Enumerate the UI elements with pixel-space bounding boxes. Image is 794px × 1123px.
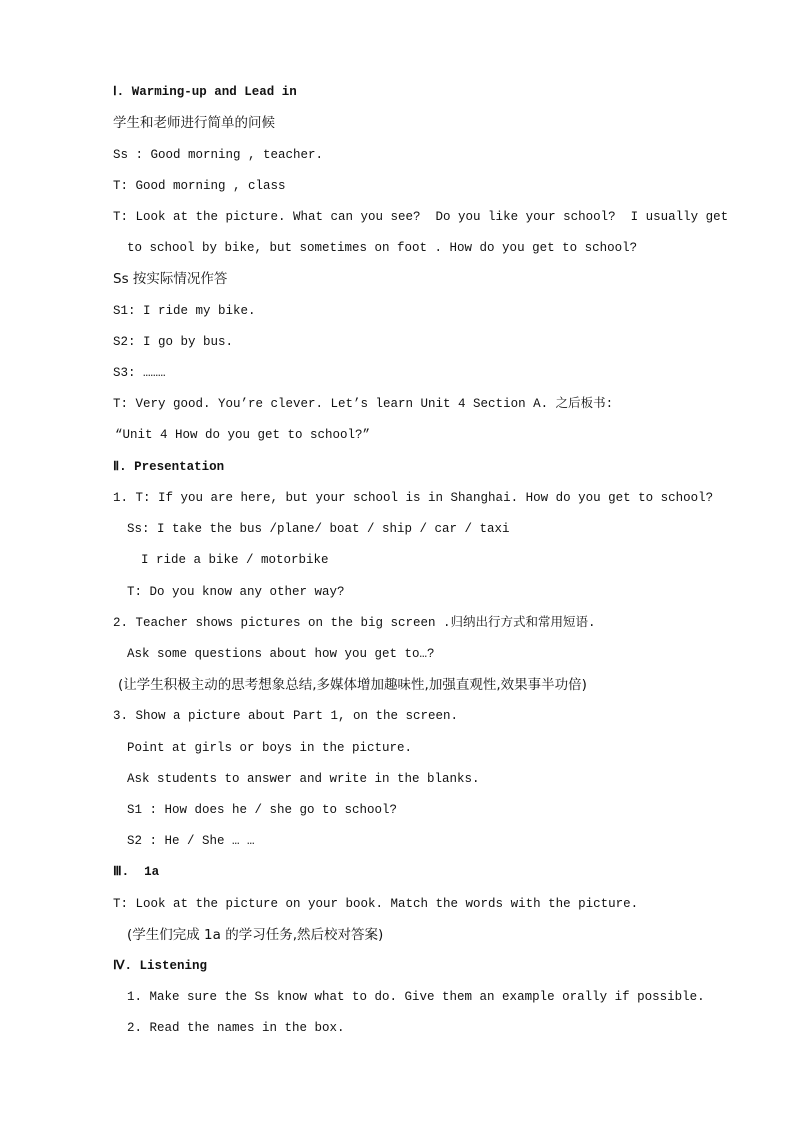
dialogue-line: I ride a bike / motorbike	[141, 553, 329, 567]
dialogue-line: T: Very good. You’re clever. Let’s learn Unit 4 Section A. 之后板书:	[113, 397, 614, 411]
list-item: 2. Read the names in the box.	[127, 1021, 345, 1035]
dialogue-line: T: Do you know any other way?	[127, 585, 345, 599]
dialogue-line-continued: to school by bike, but sometimes on foot . How do you get to school?	[127, 241, 638, 255]
dialogue-line: Ss : Good morning , teacher.	[113, 148, 324, 162]
section-heading-warming-up: Ⅰ. Warming-up and Lead in	[113, 85, 297, 99]
board-writing: “Unit 4 How do you get to school?”	[115, 428, 371, 442]
list-item: 1. T: If you are here, but your school is in Shanghai. How do you get to school?	[113, 491, 714, 505]
dialogue-line: S1 : How does he / she go to school?	[127, 803, 398, 817]
section-heading-listening: Ⅳ. Listening	[113, 959, 208, 973]
dialogue-line: Ss: I take the bus /plane/ boat / ship / car / taxi	[127, 522, 510, 536]
dialogue-line: S2 : He / She … …	[127, 834, 255, 848]
note-ss-answer: Ss 按实际情况作答	[113, 271, 228, 287]
list-item: 2. Teacher shows pictures on the big screen .归纳出行方式和常用短语.	[113, 616, 596, 630]
dialogue-line: S3: ………	[113, 366, 166, 380]
dialogue-line: T: Look at the picture on your book. Match the words with the picture.	[113, 897, 639, 911]
note-greeting: 学生和老师进行简单的问候	[113, 115, 275, 131]
instruction-line: Ask some questions about how you get to…?	[127, 647, 435, 661]
section-heading-presentation: Ⅱ. Presentation	[113, 460, 225, 474]
dialogue-line: S1: I ride my bike.	[113, 304, 256, 318]
instruction-line: Ask students to answer and write in the blanks.	[127, 772, 480, 786]
list-item: 3. Show a picture about Part 1, on the screen.	[113, 709, 459, 723]
dialogue-line: S2: I go by bus.	[113, 335, 234, 349]
dialogue-line: T: Good morning , class	[113, 179, 286, 193]
note-task-1a: (学生们完成 1a 的学习任务,然后校对答案)	[127, 927, 384, 943]
dialogue-line: T: Look at the picture. What can you see? Do you like your school? I usually get	[113, 210, 729, 224]
section-heading-1a: Ⅲ. 1a	[113, 865, 160, 879]
list-item: 1. Make sure the Ss know what to do. Give them an example orally if possible.	[127, 990, 705, 1004]
note-teaching-effect: (让学生积极主动的思考想象总结,多媒体增加趣味性,加强直观性,效果事半功倍)	[118, 677, 587, 693]
instruction-line: Point at girls or boys in the picture.	[127, 741, 413, 755]
